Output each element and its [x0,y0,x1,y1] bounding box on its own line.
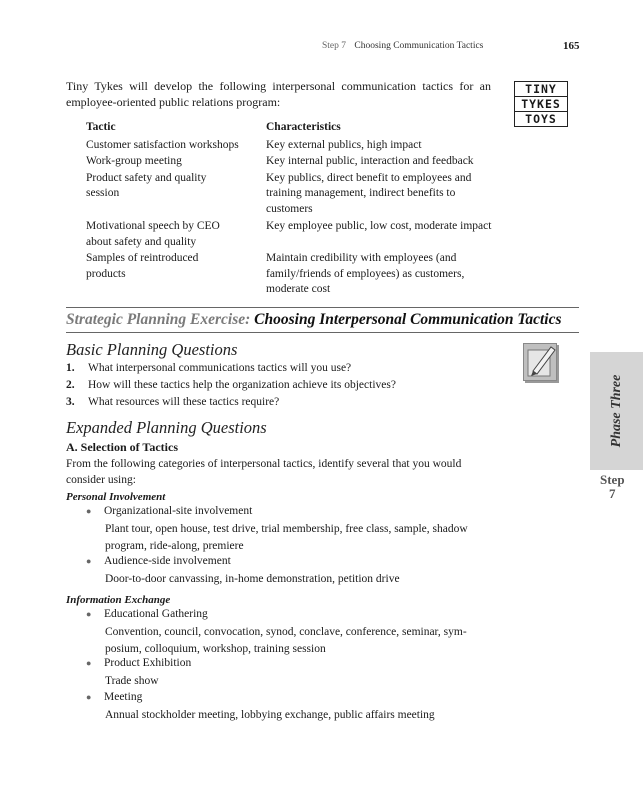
logo-line: TOYS [525,112,557,126]
bullet-icon: ● [86,506,92,516]
question-number: 2. [66,379,75,391]
characteristics-cell: Key external publics, high impact [266,138,422,151]
table-header-row [86,120,496,138]
list-item [86,657,191,669]
running-head-step: Step 7 [322,41,347,51]
table-row [86,138,496,155]
bullet-description: Plant tour, open house, test drive, trial membership, free class, sample, shadow program, ride-along, premiere [105,523,468,552]
characteristics-cell: Key internal public, interaction and feedback [266,155,474,167]
category-personal-involvement: Personal Involvement [66,491,166,503]
list-item [86,505,252,517]
pencil-paper-icon [523,343,557,381]
list-item [86,691,142,703]
exercise-title-lead: Strategic Planning Exercise: [66,311,251,328]
page-number: 165 [563,40,580,52]
table-row [86,171,496,220]
question-number: 3. [66,396,75,408]
phase-tab [590,352,643,470]
step-marker [600,473,625,501]
bullet-description: Convention, council, convocation, synod, conclave, conference, seminar, sym-posium, colloquium, workshop, training session [105,626,467,655]
list-item [86,555,231,567]
table-row [86,154,496,171]
column-header-characteristics: Characteristics [266,121,341,133]
tactic-cell: Work-group meeting [86,155,182,167]
question-text: What resources will these tactics require? [88,396,280,408]
bullet-label: Organizational-site involvement [104,505,253,517]
step-word: Step [600,472,625,487]
bullet-icon: ● [86,658,92,668]
phase-label: Phase Three [609,374,624,448]
basic-questions-list [66,360,506,411]
characteristics-cell: Key employee public, low cost, moderate impact [266,220,492,232]
tactic-cell: Customer satisfaction workshops [86,138,239,151]
bullet-label: Product Exhibition [104,657,192,669]
question-text: What interpersonal communications tactics will you use? [88,362,352,374]
section-rule-bottom [66,332,579,333]
category-information-exchange: Information Exchange [66,594,171,606]
selection-of-tactics-heading: A. Selection of Tactics [66,440,178,454]
bullet-icon: ● [86,692,92,702]
characteristics-cell: Key publics, direct benefit to employees and training management, indirect benefits to customers [266,171,472,215]
table-row [86,251,496,299]
expanded-planning-heading: Expanded Planning Questions [66,418,267,437]
bullet-description: Door-to-door canvassing, in-home demonstration, petition drive [105,573,400,585]
tactics-table [86,120,496,299]
exercise-title [66,311,562,329]
tactic-cell: Samples of reintroduced products [86,252,199,280]
list-item [66,360,506,377]
selection-paragraph: From the following categories of interpersonal tactics, identify several that you would consider using: [66,458,462,486]
list-item [86,608,208,620]
bullet-icon: ● [86,556,92,566]
bullet-label: Audience-side involvement [104,555,231,567]
exercise-title-main: Choosing Interpersonal Communication Tactics [254,311,562,328]
running-head-chapter: Choosing Communication Tactics [354,41,484,51]
bullet-label: Meeting [104,691,143,703]
table-row [86,219,496,251]
tactic-cell: Motivational speech by CEO about safety and quality [86,220,220,248]
bullet-description: Annual stockholder meeting, lobbying exchange, public affairs meeting [105,709,435,721]
intro-paragraph: Tiny Tykes will develop the following interpersonal communication tactics for an employee-oriented public relations program: [66,79,491,109]
bullet-icon: ● [86,609,92,619]
bullet-description: Trade show [105,675,159,687]
bullet-label: Educational Gathering [104,608,208,620]
step-number: 7 [609,486,616,501]
list-item [66,377,506,394]
list-item [66,394,506,411]
column-header-tactic: Tactic [86,121,116,133]
tactic-cell: Product safety and quality session [86,171,207,199]
question-text: How will these tactics help the organization achieve its objectives? [88,379,396,391]
section-rule-top [66,307,579,308]
question-number: 1. [66,362,75,374]
tiny-tykes-toys-logo [514,81,568,127]
logo-line: TYKES [515,97,567,112]
basic-planning-heading: Basic Planning Questions [66,340,238,359]
logo-line: TINY [515,82,567,97]
characteristics-cell: Maintain credibility with employees (and family/friends of employees) as customers, moderate cost [266,252,465,295]
running-head [322,41,483,51]
